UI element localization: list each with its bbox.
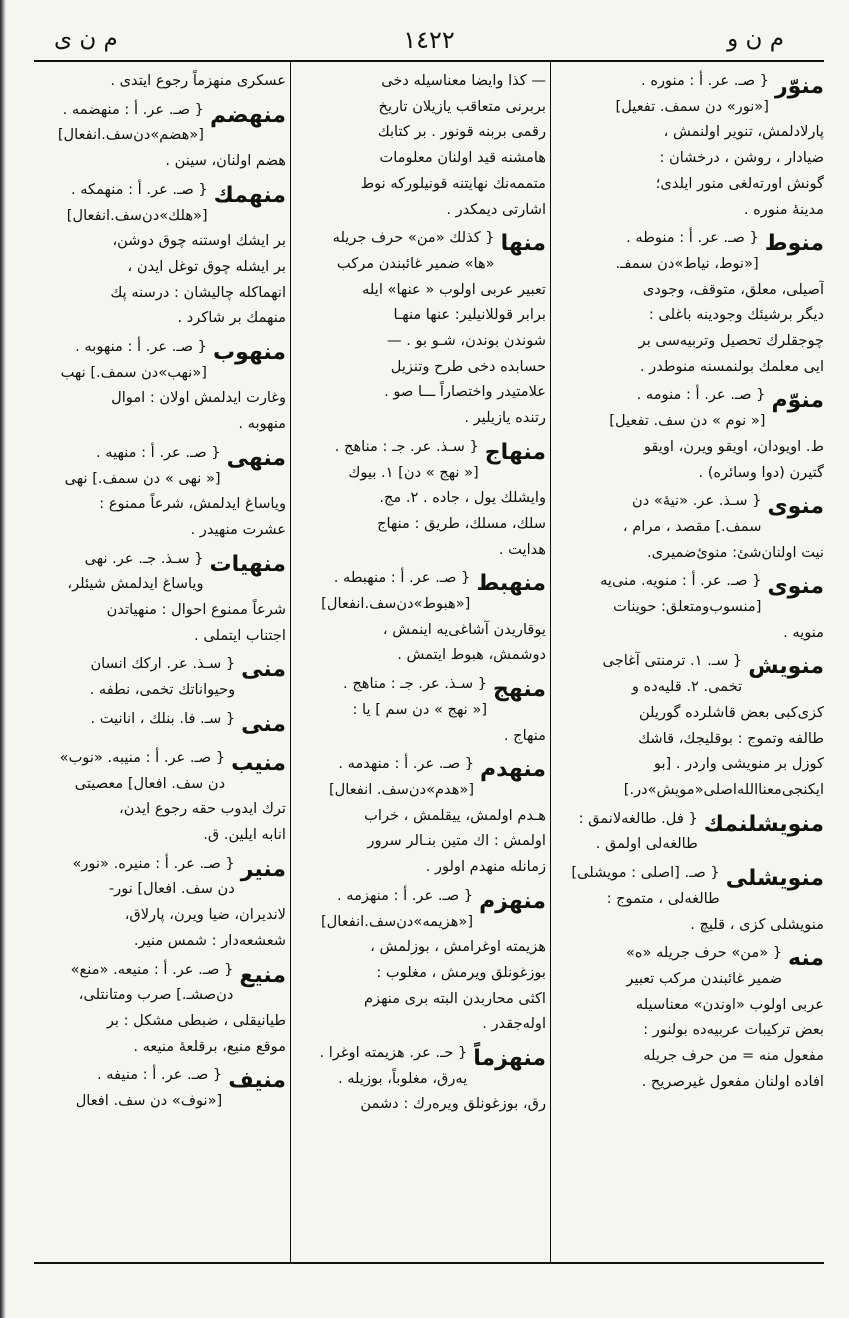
dictionary-entry [296,1040,546,1117]
dictionary-entry [36,334,286,437]
entry-text-line: منويه . [783,623,824,641]
dictionary-entry [556,68,824,222]
entry-text-line: لانديران، ضيا ويرن، پارلاق، [124,906,286,924]
entry-text-line: ايكنجی‌معناالله‌اصلی«مويش»در.] [623,780,824,798]
entry-text-line: { صـ. عر. أ : منوطه . [626,229,759,247]
column-middle [296,68,546,1256]
entry-text-line: انابه ايلين. ق. [203,825,286,843]
entry-text-line: [«هلك»دن‌سف.انفعال] [66,206,208,224]
entry-text-line: تعبير عربی اولوب « عنها» ايله [362,280,546,298]
entry-text-line: مدينۀ منوره . [743,200,824,218]
entry-text-line: { فل. طالغه‌لانمق : [578,809,698,827]
dictionary-entry [36,1062,286,1113]
entry-text-line: موقع منيع، برقلعۀ منيعه . [133,1037,286,1055]
entry-text-line: اوله‌جقدر . [482,1015,546,1033]
entry-text-line: طالغه‌لی اولمق . [595,835,698,853]
entry-text-line: [« نهج » دن سم ] يا : [352,700,488,718]
entry-text-line: هزيمته اوغرامش ، بوزلمش ، [370,938,546,956]
entry-headword: منهج [493,677,546,703]
entry-text-line: يه‌رق، مغلوباً، بوزيله . [337,1069,468,1087]
entry-text-line: رتنده يازيلير . [464,409,546,427]
entry-text-line: شعشعه‌دار : شمس منير. [133,931,286,949]
dictionary-entry [556,225,824,379]
entry-text-line: { «من» حرف جريله «ه» [625,944,783,962]
entry-text-line: شوندن بوندن، شـو بو . — [386,332,546,350]
entry-text-line: [«نوف» دن سف. افعال [75,1092,223,1110]
entry-text-line: { سـذ. عر. جـ : مناهج . [343,675,488,693]
column-divider-left [290,61,291,1262]
entry-text-line: عربی اولوب «اوندن» معناسيله [635,995,824,1013]
dictionary-entry [36,745,286,848]
dictionary-entry [36,957,286,1060]
entry-headword: منهاج [484,439,546,465]
entry-text-line: گونش اورته‌لغی منور ايلدی؛ [655,174,824,192]
entry-text-line: گتيرن (دوا وسائره) . [698,463,824,481]
entry-headword: منويشلنمك [703,811,824,837]
entry-headword: منويشلى [725,866,824,892]
header-left-letters: م ن ى [54,26,118,52]
entry-text-line: بر ايشله چوق توغل ايدن ، [127,257,286,275]
entry-text-line: { سـذ. عر. «نيۀ» دن [632,492,762,510]
column-divider-right [550,61,551,1262]
entry-text-line: طالفه وتموج : بوقليجك، قاشك [638,729,824,747]
entry-text-line: دن‌صشـ.] صرب ومتانتلی، [78,986,234,1004]
entry-text-line: طيانيقلی ، ضبطی مشكل : بر [106,1011,286,1029]
entry-headword: منهمك [213,182,286,208]
entry-text-line: [« نهی » دن سمف.] نهی [64,469,221,487]
dictionary-entry [556,568,824,645]
entry-text-line: رقمی بربنه قونور . بر كتابك [377,123,546,141]
entry-text-line: { صـ. عر. أ : منومه . [636,386,766,404]
entry-text-line: علامتيدر واختصاراً ـــا صو . [384,383,546,401]
entry-text-line: اجتناب ايتملی . [194,626,286,644]
entry-text-line: اولمش : اك متين بنـالر سرور [367,832,546,850]
dictionary-entry [556,806,824,857]
dictionary-entry [296,225,546,431]
entry-text-line: [«نوط، نياط»دن سمفـ. [615,254,759,272]
entry-text-line: زمانله منهدم اولور . [425,858,546,876]
dictionary-entry [36,651,286,702]
dictionary-entry [296,883,546,1037]
entry-text-line: { سـ. فا. بنلك ، انانيت . [90,709,236,727]
dictionary-entry [296,671,546,748]
entry-text-line: تخمی. ٢. قليه‌ده و [631,678,743,696]
entry-text-line: اكثی محاربدن البته بری منهزم [363,989,546,1007]
page-binding-edge [0,0,6,1318]
entry-text-line: { صـ. عر. أ : منويه. منی‌يه [600,572,762,590]
entry-text-line: [« نوم » دن سف. تفعيل] [609,412,766,430]
entry-text-line: بوزغونلق ويرمش ، مغلوب : [376,963,546,981]
entry-text-line: { صـ. عر. أ : منهمكه . [70,180,208,198]
entry-text-line: آصيلی، معلق، متوقف، وجودی [642,280,824,298]
page-number: ١٤٢٢ [403,26,455,54]
entry-headword: منه [788,946,824,972]
entry-text-line: ضمير غائبندن مركب تعبير [626,969,783,987]
entry-headword: منهبط [476,571,546,597]
dictionary-entry [296,434,546,563]
entry-text-line: شرعاً ممنوع احوال : منهياتدن [106,601,286,619]
entry-text-line: [«هزيمه»دن‌سف.انفعال] [320,912,474,930]
entry-headword: منهيات [209,551,286,577]
entry-text-line: { صـ. عر. أ : منهضمه . [62,100,204,118]
entry-text-line: ايی معلمك بولنمسنه منوطدر . [639,357,824,375]
dictionary-entry [556,648,824,802]
entry-headword: منهوب [212,340,286,366]
dictionary-entry [556,382,824,485]
entry-text-line: ديگر برشيئك وجودينه باغلی : [648,306,824,324]
entry-text-line: { صـ. عر. أ : منهدمه . [338,755,475,773]
entry-text-line: هضم اولنان، سينن . [165,152,286,170]
entry-text-line: رق، بوزغونلق ويره‌رك : دشمن [360,1095,546,1113]
entry-text-line: { كذلك «من» حرف جريله [332,229,495,247]
entry-text-line: { صـ. عر. أ : منهوبه . [75,338,207,356]
entry-headword: منوى [767,494,824,520]
entry-text-line: وغارت ايدلمش اولان : اموال [111,389,286,407]
entry-headword: منيف [228,1068,286,1094]
entry-text-line: { سـذ. عر. اركك انسان [90,655,236,673]
dictionary-entry [556,860,824,937]
entry-text-line: طالغه‌لی ، متموج : [606,889,720,907]
entry-headword: منهزم [479,888,546,914]
entry-text-line: [«هدم»دن‌سف. انفعال] [328,780,475,798]
entry-text-line: { صـ. عر. أ : منهزمه . [336,886,474,904]
dictionary-entry [36,546,286,649]
entry-text-line: سلك، مسلك، طريق : منهاج [377,514,546,532]
footer-rule [34,1262,824,1264]
entry-headword: منيع [239,962,286,988]
entry-headword: منهدم [480,757,546,783]
dictionary-entry [296,68,546,222]
entry-text-line: اشارتی ديمكدر . [446,200,546,218]
entry-text-line: سمف.] مقصد ، مرام ، [622,517,762,535]
entry-text-line: ضيادار ، روشن ، درخشان : [659,149,824,167]
entry-text-line: { حـ. عر. هزيمته اوغرا . [319,1044,468,1062]
column-right [556,68,824,1256]
entry-text-line: دن سف. افعال] نور- [108,880,235,898]
entry-text-line: منهاج . [503,726,546,744]
entry-text-line: منهوبه . [238,415,286,433]
entry-headword: منيب [231,750,286,776]
entry-text-line: { صـ. عر. أ : منهيه . [95,443,221,461]
entry-text-line: بعض تركيبات عربيه‌ده بولنور : [643,1021,824,1039]
dictionary-entry [36,706,286,742]
entry-text-line: — كذا وايضا معناسيله دخی [381,72,546,89]
entry-text-line: { صـ. [اصلی : مويشلی] [571,864,720,882]
entry-text-line: برابر قوللانيلير: عنها منهـا [393,306,546,324]
entry-text-line: هدايت . [498,540,546,558]
entry-text-line: ط. اويودان، اويقو ويرن، اويقو [643,437,824,455]
entry-text-line: بربرنی متعاقب يازيلان تاريخ [378,97,546,115]
entry-text-line: چوجقلرك تحصيل وتربيه‌سی بر [638,332,824,350]
entry-text-line: پارلادلمش، تنوير اولنمش ، [663,123,824,141]
entry-text-line: عشرت منهيدر . [190,520,286,538]
entry-text-line: { صـ. عر. أ : منوره . [641,72,769,89]
entry-text-line: مفعول منه = من حرف جريله [643,1047,824,1065]
entry-text-line: دن سف. افعال] معصيتی [74,774,226,792]
header-rule [34,60,824,62]
entry-text-line: { سـذ. عر. جـ : مناهج . [334,437,479,455]
entry-text-line: متممه‌نك نهايتنه قونيلورکه نوط [360,174,546,192]
entry-text-line: «ها» ضمير غائبندن مركب [336,254,495,272]
entry-text-line: [«نهب»دن سمف.] نهب [60,363,207,381]
dictionary-entry [36,440,286,543]
header-right-letters: م ن و [727,26,784,52]
entry-text-line: انهماكله چاليشان : درسنه پك [110,283,286,301]
entry-text-line: منويشلی كزی ، قليچ . [690,915,824,933]
entry-text-line: [منسوب‌ومتعلق: حوينات [613,598,762,616]
entry-text-line: كزی‌كبی بعض قاشلرده گوريلن [638,703,824,721]
entry-text-line: دوشمش، هبوط ايتمش . [397,646,546,664]
dictionary-entry [296,751,546,880]
entry-text-line: افاده اولنان مفعول غيرصريح . [641,1072,824,1090]
entry-headword: منوى [767,574,824,600]
entry-text-line: هـدم اولمش، ييقلمش ، خراب [364,806,546,824]
entry-headword: منوّر [774,74,824,99]
entry-text-line: { صـ. عر. أ : منيره. «نور» [72,854,235,872]
entry-headword: منى [241,657,286,683]
entry-headword: منير [240,856,286,882]
entry-text-line: { سـذ. جـ. عر. نهی [84,549,204,567]
entry-text-line: عسكری منهزماً رجوع ايتدی . [110,72,286,89]
entry-text-line: نيت اولنان‌شیٔ: منوی‌ٔضميری. [646,543,824,561]
entry-text-line: منهمك بر شاكرد . [177,309,286,327]
entry-text-line: [«نور» دن سمف. تفعيل] [615,97,769,115]
entry-text-line: وياساغ ايدلمش، شرعاً ممنوع : [99,495,286,513]
entry-text-line: { سـ. ١. ترمنتی آغاجی [602,652,743,670]
entry-headword: منها [500,231,546,257]
column-left [36,68,286,1256]
entry-text-line: وياساغ ايدلمش شيئلر، [67,575,204,593]
page-header [34,26,824,56]
entry-headword: منى [241,711,286,737]
dictionary-entry [296,565,546,668]
entry-text-line: كوزل بر منويشی واردر . [بو [653,755,824,773]
entry-text-line: { صـ. عر. أ : منيبه. «نوب» [59,748,226,766]
entry-text-line: وحيواناتك تخمی، نطفه . [89,681,236,699]
entry-headword: منهزماً [473,1046,546,1072]
entry-text-line: [«هضم»دن‌سف.انفعال] [57,126,204,144]
entry-headword: منوّم [771,388,824,414]
entry-text-line: ترك ايدوب حقه رجوع ايدن، [118,800,286,818]
entry-text-line: { صـ. عر. أ : منيعه. «منع» [70,960,234,978]
entry-text-line: هامشنه قيد اولنان معلومات [379,149,546,167]
entry-text-line: يوقاريدن آشاغی‌يه اينمش ، [382,620,546,638]
entry-text-line: [« نهج » دن] ١. بيوك [348,463,479,481]
dictionary-entry [36,97,286,174]
entry-headword: منهضم [209,102,286,128]
dictionary-entry [556,488,824,565]
entry-headword: منوط [764,231,824,257]
entry-text-line: حسابده دخی طرح وتنزيل [390,357,546,375]
entry-text-line: [«هبوط»دن‌سف.انفعال] [321,595,471,613]
dictionary-entry [36,177,286,331]
entry-text-line: بر ايشك اوستنه چوق دوشن، [112,232,286,250]
entry-text-line: وايشلك يول ، جاده . ٢. مج. [379,489,546,507]
entry-text-line: { صـ. عر. أ : منيفه . [96,1066,223,1084]
dictionary-entry [36,851,286,954]
entry-headword: منهى [226,445,286,471]
entry-text-line: { صـ. عر. أ : منهبطه . [333,569,471,587]
dictionary-entry [556,940,824,1094]
entry-headword: منويش [748,654,824,680]
dictionary-entry [36,68,286,94]
